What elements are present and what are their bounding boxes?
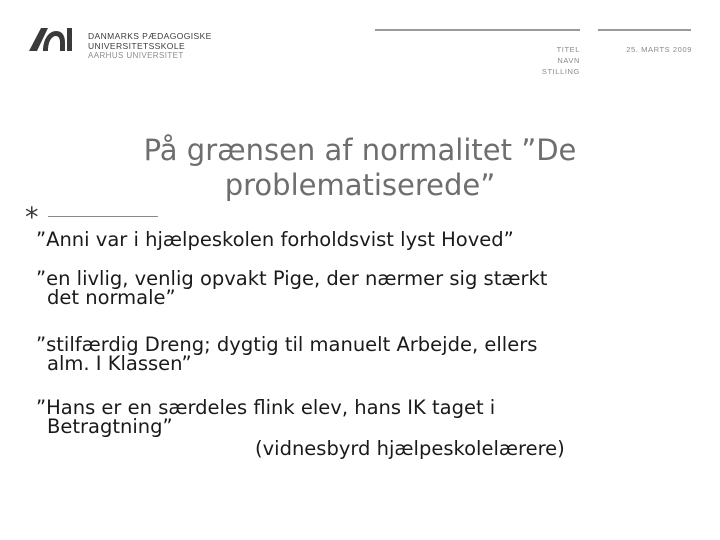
quote-continuation: det normale”	[47, 286, 176, 309]
slide-title	[60, 133, 660, 203]
aarhus-university-logo	[27, 25, 77, 53]
quote-line: ”Anni var i hjælpeskolen forholdsvist lyst Hoved”	[36, 228, 514, 251]
quote-attribution: (vidnesbyrd hjælpeskolelærere)	[255, 437, 565, 460]
content-rule	[48, 216, 158, 217]
meta-position: STILLING	[541, 67, 580, 76]
quote-hans	[36, 396, 496, 438]
header-rule-right	[598, 29, 691, 31]
quote-continuation: Betragtning”	[47, 415, 173, 438]
quote-dreng	[36, 333, 538, 375]
quote-line: ”stilfærdig Dreng; dygtig til manuelt Arbejde, ellers	[36, 333, 538, 356]
institution-line-3: AARHUS UNIVERSITET	[88, 51, 184, 60]
institution-line-1: DANMARKS PÆDAGOGISKE	[88, 31, 212, 41]
slide-title-line-1: På grænsen af normalitet ”De	[143, 133, 577, 167]
quote-continuation: alm. I Klassen”	[47, 352, 192, 375]
asterisk-marker: *	[25, 202, 39, 233]
meta-title: TITEL	[556, 45, 580, 54]
header-rule-left	[375, 29, 580, 31]
institution-line-2: UNIVERSITETSSKOLE	[88, 41, 186, 51]
slide-date: 25. MARTS 2009	[626, 45, 692, 54]
presenter-meta	[536, 44, 580, 77]
meta-name: NAVN	[557, 56, 580, 65]
quote-line: ”en livlig, venlig opvakt Pige, der nærmer sig stærkt	[36, 267, 548, 290]
quote-anni	[36, 229, 514, 251]
institution-name	[88, 31, 212, 61]
slide-title-line-2: problematiserede”	[224, 168, 496, 202]
quote-pige	[36, 267, 548, 309]
quote-line: ”Hans er en særdeles flink elev, hans IK taget i	[36, 396, 496, 419]
